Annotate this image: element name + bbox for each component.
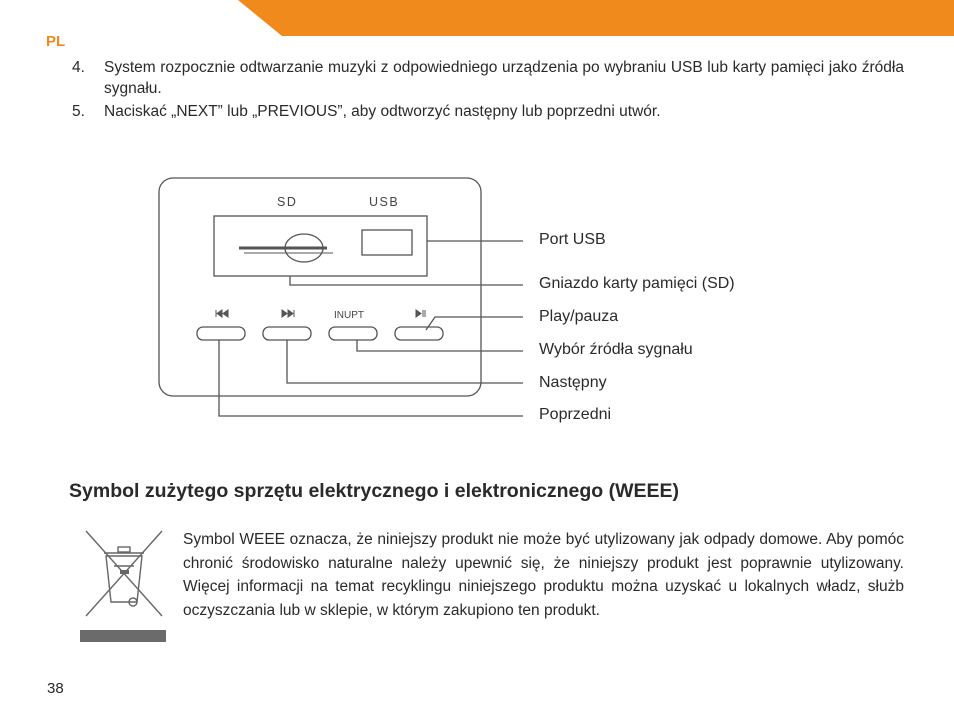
page-number: 38 — [47, 680, 64, 697]
previous-icon — [216, 310, 228, 317]
input-button — [329, 327, 377, 340]
step-item — [72, 101, 904, 122]
crossed-out-wheelie-bin-icon — [78, 526, 170, 646]
play-pause-icon — [416, 310, 425, 317]
control-panel-diagram — [150, 170, 530, 430]
step-text: System rozpocznie odtwarzanie muzyki z odpowiedniego urządzenia po wybraniu USB lub karty pamięci jako źródła sygnału. — [104, 59, 904, 97]
step-text: Naciskać „NEXT” lub „PREVIOUS”, aby odtworzyć następny lub poprzedni utwór. — [104, 103, 661, 120]
slot-box — [214, 216, 427, 276]
usb-port — [362, 230, 412, 255]
language-label: PL — [46, 33, 66, 50]
weee-heading: Symbol zużytego sprzętu elektrycznego i elektronicznego (WEEE) — [69, 480, 680, 502]
input-label: INUPT — [334, 310, 364, 321]
callout-next: Następny — [539, 374, 607, 391]
next-icon — [282, 310, 294, 317]
header-banner — [0, 0, 954, 36]
step-number: 4. — [72, 59, 85, 76]
callout-previous: Poprzedni — [539, 406, 612, 423]
weee-description: Symbol WEEE oznacza, że niniejszy produkt nie może być utylizowany jak odpady domowe. Aby pomóc chronić środowisko naturalne należy upewnić się, że niniejszy produkt jest poprawnie utylizowany. Więcej informacji na temat recyklingu niniejszego produktu można uzyskać u lokalnych władz, służb oczyszczania lub w sklepie, w którym zakupiono ten produkt. — [183, 531, 904, 619]
callout-source: Wybór źródła sygnału — [539, 341, 693, 358]
callout-usb-port: Port USB — [539, 231, 606, 248]
sd-label: SD — [277, 195, 298, 209]
previous-button — [197, 327, 245, 340]
step-item — [72, 57, 904, 99]
play-pause-button — [395, 327, 443, 340]
callout-sd-slot: Gniazdo karty pamięci (SD) — [539, 275, 735, 292]
step-number: 5. — [72, 103, 85, 120]
instruction-steps — [72, 57, 904, 124]
usb-label: USB — [369, 195, 400, 209]
panel-outline — [159, 178, 481, 396]
next-button — [263, 327, 311, 340]
callout-play-pause: Play/pauza — [539, 308, 619, 325]
